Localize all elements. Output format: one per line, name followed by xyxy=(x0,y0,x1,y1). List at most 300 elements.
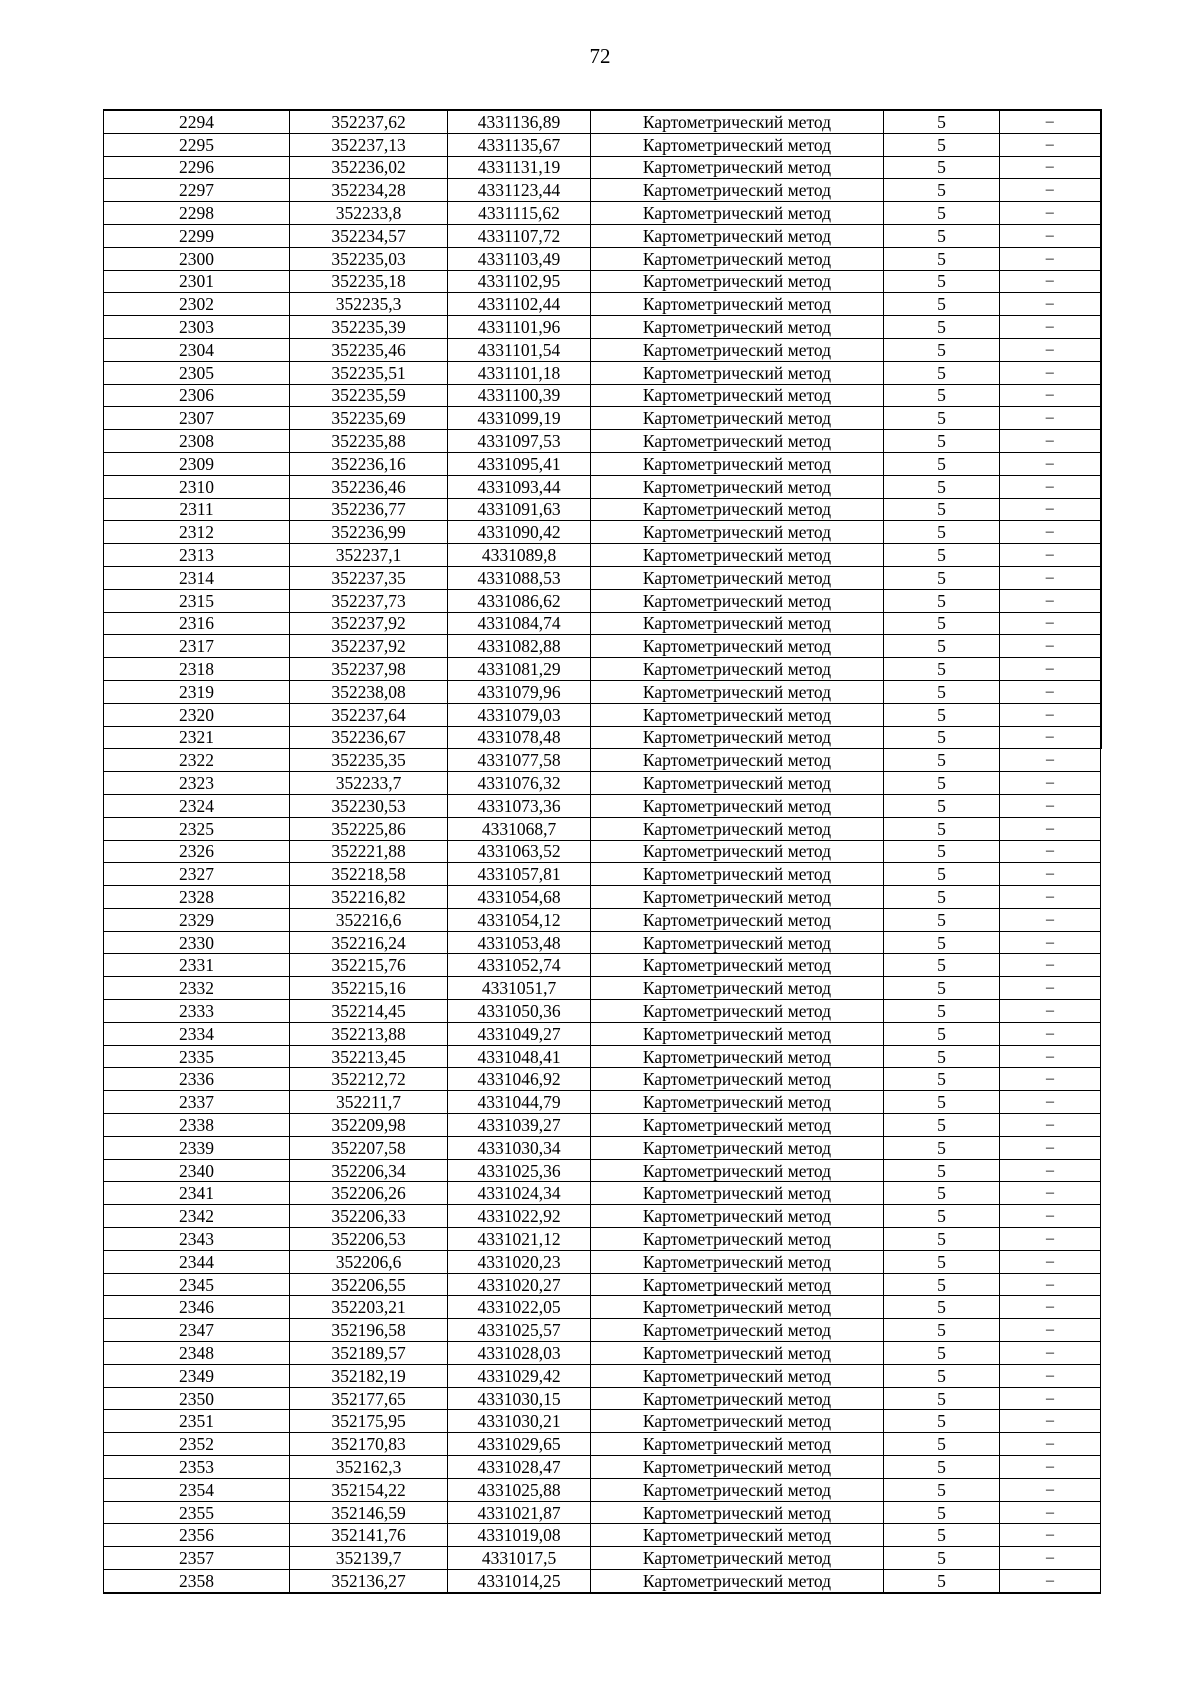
cell-accuracy: 5 xyxy=(884,1205,1000,1228)
cell-method: Картометрический метод xyxy=(591,680,884,703)
cell-accuracy: 5 xyxy=(884,1501,1000,1524)
cell-point: 2336 xyxy=(104,1068,290,1091)
table-row xyxy=(104,156,1101,179)
cell-accuracy: 5 xyxy=(884,1182,1000,1205)
cell-y: 4331088,53 xyxy=(448,566,591,589)
cell-method: Картометрический метод xyxy=(591,156,884,179)
cell-y: 4331101,18 xyxy=(448,361,591,384)
cell-point: 2325 xyxy=(104,817,290,840)
cell-accuracy: 5 xyxy=(884,1273,1000,1296)
cell-method: Картометрический метод xyxy=(591,202,884,225)
table-row xyxy=(104,1022,1101,1045)
cell-point: 2346 xyxy=(104,1296,290,1319)
cell-note: – xyxy=(1000,1319,1101,1342)
cell-y: 4331136,89 xyxy=(448,110,591,133)
cell-note: – xyxy=(1000,1342,1101,1365)
cell-point: 2312 xyxy=(104,521,290,544)
cell-point: 2354 xyxy=(104,1478,290,1501)
cell-method: Картометрический метод xyxy=(591,544,884,567)
cell-x: 352146,59 xyxy=(290,1501,448,1524)
cell-y: 4331091,63 xyxy=(448,498,591,521)
cell-method: Картометрический метод xyxy=(591,361,884,384)
cell-point: 2342 xyxy=(104,1205,290,1228)
cell-point: 2318 xyxy=(104,658,290,681)
cell-y: 4331028,03 xyxy=(448,1342,591,1365)
cell-method: Картометрический метод xyxy=(591,1114,884,1137)
cell-x: 352216,24 xyxy=(290,931,448,954)
cell-note: – xyxy=(1000,1501,1101,1524)
cell-x: 352235,51 xyxy=(290,361,448,384)
cell-accuracy: 5 xyxy=(884,1456,1000,1479)
cell-y: 4331107,72 xyxy=(448,224,591,247)
cell-method: Картометрический метод xyxy=(591,863,884,886)
cell-x: 352196,58 xyxy=(290,1319,448,1342)
cell-point: 2344 xyxy=(104,1250,290,1273)
table-row xyxy=(104,1250,1101,1273)
cell-note: – xyxy=(1000,1068,1101,1091)
cell-accuracy: 5 xyxy=(884,772,1000,795)
cell-x: 352235,3 xyxy=(290,293,448,316)
table-row xyxy=(104,658,1101,681)
cell-point: 2356 xyxy=(104,1524,290,1547)
table-row xyxy=(104,1159,1101,1182)
cell-note: – xyxy=(1000,794,1101,817)
cell-accuracy: 5 xyxy=(884,817,1000,840)
cell-x: 352236,99 xyxy=(290,521,448,544)
cell-x: 352216,6 xyxy=(290,908,448,931)
cell-method: Картометрический метод xyxy=(591,886,884,909)
cell-method: Картометрический метод xyxy=(591,954,884,977)
cell-note: – xyxy=(1000,1296,1101,1319)
table-row xyxy=(104,635,1101,658)
cell-point: 2345 xyxy=(104,1273,290,1296)
cell-x: 352235,59 xyxy=(290,384,448,407)
cell-x: 352209,98 xyxy=(290,1114,448,1137)
cell-note: – xyxy=(1000,817,1101,840)
cell-x: 352175,95 xyxy=(290,1410,448,1433)
table-row xyxy=(104,110,1101,133)
table-row xyxy=(104,1296,1101,1319)
table-row xyxy=(104,1478,1101,1501)
cell-x: 352213,88 xyxy=(290,1022,448,1045)
table-row xyxy=(104,726,1101,749)
cell-note: – xyxy=(1000,156,1101,179)
cell-point: 2324 xyxy=(104,794,290,817)
cell-accuracy: 5 xyxy=(884,110,1000,133)
cell-note: – xyxy=(1000,1478,1101,1501)
cell-point: 2332 xyxy=(104,977,290,1000)
cell-accuracy: 5 xyxy=(884,703,1000,726)
cell-x: 352235,69 xyxy=(290,407,448,430)
cell-y: 4331025,57 xyxy=(448,1319,591,1342)
cell-note: – xyxy=(1000,293,1101,316)
cell-accuracy: 5 xyxy=(884,179,1000,202)
table-row xyxy=(104,498,1101,521)
cell-point: 2300 xyxy=(104,247,290,270)
cell-point: 2297 xyxy=(104,179,290,202)
page-number: 72 xyxy=(589,44,611,68)
cell-accuracy: 5 xyxy=(884,1296,1000,1319)
cell-method: Картометрический метод xyxy=(591,749,884,772)
table-row xyxy=(104,1433,1101,1456)
table-row xyxy=(104,270,1101,293)
cell-accuracy: 5 xyxy=(884,1570,1000,1593)
cell-point: 2319 xyxy=(104,680,290,703)
cell-x: 352206,26 xyxy=(290,1182,448,1205)
cell-note: – xyxy=(1000,521,1101,544)
cell-x: 352213,45 xyxy=(290,1045,448,1068)
cell-point: 2337 xyxy=(104,1091,290,1114)
table-row xyxy=(104,407,1101,430)
cell-y: 4331123,44 xyxy=(448,179,591,202)
cell-note: – xyxy=(1000,908,1101,931)
table-row xyxy=(104,133,1101,156)
table-row xyxy=(104,703,1101,726)
cell-point: 2313 xyxy=(104,544,290,567)
cell-x: 352237,13 xyxy=(290,133,448,156)
cell-note: – xyxy=(1000,338,1101,361)
cell-x: 352237,98 xyxy=(290,658,448,681)
cell-point: 2304 xyxy=(104,338,290,361)
cell-accuracy: 5 xyxy=(884,384,1000,407)
cell-accuracy: 5 xyxy=(884,954,1000,977)
cell-x: 352154,22 xyxy=(290,1478,448,1501)
cell-point: 2358 xyxy=(104,1570,290,1593)
cell-point: 2334 xyxy=(104,1022,290,1045)
cell-point: 2308 xyxy=(104,430,290,453)
cell-y: 4331103,49 xyxy=(448,247,591,270)
table-row xyxy=(104,840,1101,863)
cell-y: 4331019,08 xyxy=(448,1524,591,1547)
cell-y: 4331051,7 xyxy=(448,977,591,1000)
cell-note: – xyxy=(1000,133,1101,156)
cell-accuracy: 5 xyxy=(884,1342,1000,1365)
cell-method: Картометрический метод xyxy=(591,110,884,133)
cell-x: 352235,35 xyxy=(290,749,448,772)
cell-accuracy: 5 xyxy=(884,726,1000,749)
cell-method: Картометрический метод xyxy=(591,521,884,544)
cell-y: 4331022,92 xyxy=(448,1205,591,1228)
cell-method: Картометрический метод xyxy=(591,726,884,749)
cell-point: 2351 xyxy=(104,1410,290,1433)
cell-x: 352189,57 xyxy=(290,1342,448,1365)
cell-note: – xyxy=(1000,224,1101,247)
cell-note: – xyxy=(1000,361,1101,384)
cell-note: – xyxy=(1000,1273,1101,1296)
cell-point: 2350 xyxy=(104,1387,290,1410)
cell-accuracy: 5 xyxy=(884,247,1000,270)
cell-point: 2352 xyxy=(104,1433,290,1456)
cell-x: 352235,18 xyxy=(290,270,448,293)
cell-y: 4331052,74 xyxy=(448,954,591,977)
cell-y: 4331029,42 xyxy=(448,1364,591,1387)
cell-y: 4331131,19 xyxy=(448,156,591,179)
cell-y: 4331099,19 xyxy=(448,407,591,430)
cell-y: 4331079,96 xyxy=(448,680,591,703)
cell-x: 352211,7 xyxy=(290,1091,448,1114)
cell-x: 352236,02 xyxy=(290,156,448,179)
cell-accuracy: 5 xyxy=(884,658,1000,681)
cell-note: – xyxy=(1000,1228,1101,1251)
cell-note: – xyxy=(1000,1091,1101,1114)
cell-x: 352214,45 xyxy=(290,1000,448,1023)
table-row xyxy=(104,521,1101,544)
cell-point: 2341 xyxy=(104,1182,290,1205)
cell-method: Картометрический метод xyxy=(591,908,884,931)
cell-y: 4331030,15 xyxy=(448,1387,591,1410)
cell-note: – xyxy=(1000,316,1101,339)
cell-y: 4331014,25 xyxy=(448,1570,591,1593)
cell-accuracy: 5 xyxy=(884,840,1000,863)
cell-accuracy: 5 xyxy=(884,452,1000,475)
cell-accuracy: 5 xyxy=(884,589,1000,612)
cell-method: Картометрический метод xyxy=(591,817,884,840)
cell-x: 352203,21 xyxy=(290,1296,448,1319)
cell-x: 352237,73 xyxy=(290,589,448,612)
cell-method: Картометрический метод xyxy=(591,133,884,156)
table-row xyxy=(104,1456,1101,1479)
cell-point: 2303 xyxy=(104,316,290,339)
cell-note: – xyxy=(1000,452,1101,475)
table-row xyxy=(104,1501,1101,1524)
cell-accuracy: 5 xyxy=(884,635,1000,658)
table-row xyxy=(104,1228,1101,1251)
cell-y: 4331021,87 xyxy=(448,1501,591,1524)
cell-x: 352237,64 xyxy=(290,703,448,726)
table-row xyxy=(104,566,1101,589)
cell-x: 352235,46 xyxy=(290,338,448,361)
cell-y: 4331054,12 xyxy=(448,908,591,931)
cell-x: 352182,19 xyxy=(290,1364,448,1387)
cell-accuracy: 5 xyxy=(884,1114,1000,1137)
cell-point: 2338 xyxy=(104,1114,290,1137)
cell-point: 2321 xyxy=(104,726,290,749)
table-row xyxy=(104,1547,1101,1570)
cell-note: – xyxy=(1000,544,1101,567)
cell-y: 4331063,52 xyxy=(448,840,591,863)
cell-y: 4331101,54 xyxy=(448,338,591,361)
cell-accuracy: 5 xyxy=(884,1478,1000,1501)
cell-method: Картометрический метод xyxy=(591,338,884,361)
cell-note: – xyxy=(1000,1022,1101,1045)
cell-y: 4331079,03 xyxy=(448,703,591,726)
cell-method: Картометрический метод xyxy=(591,1387,884,1410)
cell-method: Картометрический метод xyxy=(591,1319,884,1342)
cell-method: Картометрический метод xyxy=(591,612,884,635)
cell-note: – xyxy=(1000,247,1101,270)
cell-x: 352141,76 xyxy=(290,1524,448,1547)
cell-x: 352237,1 xyxy=(290,544,448,567)
cell-note: – xyxy=(1000,977,1101,1000)
cell-method: Картометрический метод xyxy=(591,247,884,270)
cell-y: 4331046,92 xyxy=(448,1068,591,1091)
cell-method: Картометрический метод xyxy=(591,384,884,407)
cell-point: 2348 xyxy=(104,1342,290,1365)
cell-point: 2347 xyxy=(104,1319,290,1342)
table-row xyxy=(104,1182,1101,1205)
cell-note: – xyxy=(1000,498,1101,521)
cell-x: 352225,86 xyxy=(290,817,448,840)
cell-method: Картометрический метод xyxy=(591,1524,884,1547)
cell-note: – xyxy=(1000,179,1101,202)
cell-x: 352236,16 xyxy=(290,452,448,475)
cell-method: Картометрический метод xyxy=(591,703,884,726)
cell-accuracy: 5 xyxy=(884,1547,1000,1570)
cell-x: 352237,92 xyxy=(290,635,448,658)
cell-point: 2329 xyxy=(104,908,290,931)
cell-x: 352212,72 xyxy=(290,1068,448,1091)
cell-method: Картометрический метод xyxy=(591,794,884,817)
table-row xyxy=(104,977,1101,1000)
cell-note: – xyxy=(1000,1159,1101,1182)
cell-note: – xyxy=(1000,1182,1101,1205)
table-row xyxy=(104,749,1101,772)
table-row xyxy=(104,224,1101,247)
cell-note: – xyxy=(1000,110,1101,133)
cell-accuracy: 5 xyxy=(884,1068,1000,1091)
cell-x: 352206,6 xyxy=(290,1250,448,1273)
table-row xyxy=(104,316,1101,339)
cell-method: Картометрический метод xyxy=(591,1296,884,1319)
cell-method: Картометрический метод xyxy=(591,407,884,430)
cell-point: 2340 xyxy=(104,1159,290,1182)
cell-x: 352206,55 xyxy=(290,1273,448,1296)
cell-x: 352218,58 xyxy=(290,863,448,886)
cell-y: 4331089,8 xyxy=(448,544,591,567)
cell-method: Картометрический метод xyxy=(591,1478,884,1501)
cell-method: Картометрический метод xyxy=(591,658,884,681)
cell-accuracy: 5 xyxy=(884,430,1000,453)
cell-accuracy: 5 xyxy=(884,1524,1000,1547)
cell-point: 2355 xyxy=(104,1501,290,1524)
table-row xyxy=(104,1524,1101,1547)
table-row xyxy=(104,1136,1101,1159)
cell-note: – xyxy=(1000,1410,1101,1433)
cell-y: 4331020,27 xyxy=(448,1273,591,1296)
cell-note: – xyxy=(1000,680,1101,703)
cell-note: – xyxy=(1000,384,1101,407)
cell-accuracy: 5 xyxy=(884,544,1000,567)
cell-y: 4331020,23 xyxy=(448,1250,591,1273)
cell-accuracy: 5 xyxy=(884,1433,1000,1456)
table-row xyxy=(104,452,1101,475)
cell-accuracy: 5 xyxy=(884,224,1000,247)
coordinates-table xyxy=(103,109,1102,1594)
cell-point: 2322 xyxy=(104,749,290,772)
cell-y: 4331135,67 xyxy=(448,133,591,156)
table-row xyxy=(104,931,1101,954)
cell-method: Картометрический метод xyxy=(591,1228,884,1251)
cell-point: 2311 xyxy=(104,498,290,521)
cell-x: 352206,33 xyxy=(290,1205,448,1228)
cell-note: – xyxy=(1000,1364,1101,1387)
cell-note: – xyxy=(1000,566,1101,589)
cell-method: Картометрический метод xyxy=(591,1547,884,1570)
cell-y: 4331029,65 xyxy=(448,1433,591,1456)
cell-note: – xyxy=(1000,1387,1101,1410)
cell-point: 2294 xyxy=(104,110,290,133)
cell-y: 4331024,34 xyxy=(448,1182,591,1205)
cell-note: – xyxy=(1000,954,1101,977)
cell-point: 2307 xyxy=(104,407,290,430)
cell-x: 352234,28 xyxy=(290,179,448,202)
cell-y: 4331025,36 xyxy=(448,1159,591,1182)
cell-y: 4331044,79 xyxy=(448,1091,591,1114)
cell-y: 4331090,42 xyxy=(448,521,591,544)
table-row xyxy=(104,475,1101,498)
cell-method: Картометрический метод xyxy=(591,1045,884,1068)
cell-point: 2295 xyxy=(104,133,290,156)
cell-point: 2305 xyxy=(104,361,290,384)
cell-accuracy: 5 xyxy=(884,1410,1000,1433)
cell-accuracy: 5 xyxy=(884,1364,1000,1387)
cell-method: Картометрический метод xyxy=(591,1022,884,1045)
cell-note: – xyxy=(1000,475,1101,498)
cell-y: 4331017,5 xyxy=(448,1547,591,1570)
cell-accuracy: 5 xyxy=(884,1250,1000,1273)
cell-point: 2323 xyxy=(104,772,290,795)
table-row xyxy=(104,430,1101,453)
cell-x: 352136,27 xyxy=(290,1570,448,1593)
cell-accuracy: 5 xyxy=(884,202,1000,225)
cell-x: 352177,65 xyxy=(290,1387,448,1410)
table-row xyxy=(104,817,1101,840)
cell-note: – xyxy=(1000,886,1101,909)
cell-accuracy: 5 xyxy=(884,863,1000,886)
cell-y: 4331030,34 xyxy=(448,1136,591,1159)
cell-y: 4331100,39 xyxy=(448,384,591,407)
cell-y: 4331102,95 xyxy=(448,270,591,293)
cell-note: – xyxy=(1000,635,1101,658)
cell-x: 352237,35 xyxy=(290,566,448,589)
table-row xyxy=(104,179,1101,202)
cell-y: 4331081,29 xyxy=(448,658,591,681)
cell-accuracy: 5 xyxy=(884,886,1000,909)
table-row xyxy=(104,589,1101,612)
cell-y: 4331048,41 xyxy=(448,1045,591,1068)
cell-method: Картометрический метод xyxy=(591,179,884,202)
cell-accuracy: 5 xyxy=(884,612,1000,635)
cell-note: – xyxy=(1000,407,1101,430)
cell-y: 4331039,27 xyxy=(448,1114,591,1137)
table-row xyxy=(104,772,1101,795)
cell-method: Картометрический метод xyxy=(591,1068,884,1091)
cell-method: Картометрический метод xyxy=(591,1456,884,1479)
cell-method: Картометрический метод xyxy=(591,1091,884,1114)
cell-note: – xyxy=(1000,589,1101,612)
table-row xyxy=(104,680,1101,703)
cell-point: 2326 xyxy=(104,840,290,863)
table-row xyxy=(104,1410,1101,1433)
cell-method: Картометрический метод xyxy=(591,1501,884,1524)
cell-x: 352236,67 xyxy=(290,726,448,749)
cell-point: 2310 xyxy=(104,475,290,498)
cell-method: Картометрический метод xyxy=(591,1433,884,1456)
cell-x: 352162,3 xyxy=(290,1456,448,1479)
cell-accuracy: 5 xyxy=(884,1387,1000,1410)
table-row xyxy=(104,863,1101,886)
cell-method: Картометрический метод xyxy=(591,498,884,521)
cell-y: 4331115,62 xyxy=(448,202,591,225)
cell-y: 4331078,48 xyxy=(448,726,591,749)
cell-y: 4331101,96 xyxy=(448,316,591,339)
table-row xyxy=(104,361,1101,384)
cell-note: – xyxy=(1000,749,1101,772)
cell-point: 2317 xyxy=(104,635,290,658)
cell-accuracy: 5 xyxy=(884,270,1000,293)
cell-method: Картометрический метод xyxy=(591,1273,884,1296)
cell-point: 2330 xyxy=(104,931,290,954)
